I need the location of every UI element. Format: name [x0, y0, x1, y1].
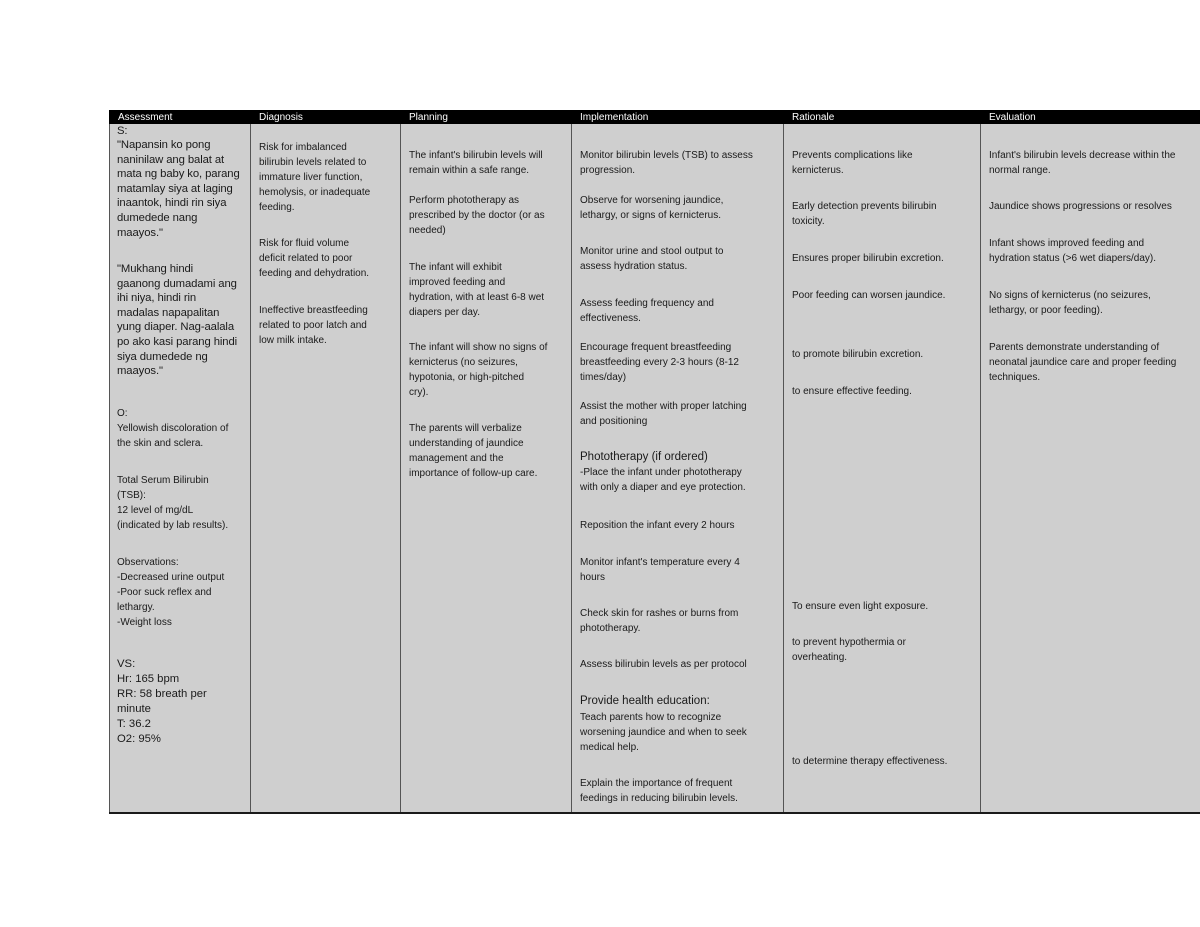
- text-line: to determine therapy effectiveness.: [792, 756, 948, 767]
- column-divider: [980, 124, 981, 812]
- text-line: yung diaper. Nag-aalala: [117, 321, 235, 334]
- text-line: minute: [117, 703, 151, 715]
- header-assessment: Assessment: [118, 112, 173, 123]
- implementation-8: [580, 518, 735, 533]
- rationale-2: [792, 199, 937, 229]
- text-line: po ako kasi parang hindi: [117, 335, 238, 348]
- text-line: prescribed by the doctor (or as: [409, 210, 545, 221]
- text-line: The infant will show no signs of: [409, 342, 548, 353]
- text-line: Jaundice shows progressions or resolves: [989, 201, 1172, 212]
- text-line: -Decreased urine output: [117, 572, 225, 583]
- text-line: The parents will verbalize: [409, 423, 522, 434]
- text-line: toxicity.: [792, 216, 825, 227]
- text-line: Monitor infant's temperature every 4: [580, 557, 740, 568]
- text-line: Check skin for rashes or burns from: [580, 608, 739, 619]
- implementation-12: [580, 710, 747, 755]
- text-line: kernicterus (no seizures,: [409, 357, 518, 368]
- planning-5: [409, 421, 537, 481]
- text-line: maayos.": [117, 226, 163, 239]
- implementation-1: [580, 148, 753, 178]
- text-line: neonatal jaundice care and proper feeding: [989, 357, 1177, 368]
- column-divider: [783, 124, 784, 812]
- text-line: 12 level of mg/dL: [117, 505, 194, 516]
- text-line: mata ng baby ko, parang: [117, 168, 240, 181]
- text-line: "Napansin ko pong: [117, 139, 211, 151]
- rationale-cell: [792, 124, 979, 812]
- text-line: "Mukhang hindi: [117, 263, 194, 275]
- text-line: naninilaw ang balat at: [117, 153, 225, 166]
- rationale-3: [792, 251, 944, 266]
- text-line: Risk for fluid volume: [259, 238, 350, 249]
- text-line: Ineffective breastfeeding: [259, 305, 368, 316]
- implementation-6: [580, 399, 747, 429]
- evaluation-5: [989, 340, 1176, 385]
- text-line: worsening jaundice and when to seek: [580, 727, 747, 738]
- text-line: Assess bilirubin levels as per protocol: [580, 659, 747, 670]
- rationale-6: [792, 384, 912, 399]
- text-line: Total Serum Bilirubin: [117, 475, 209, 486]
- implementation-cell: [580, 124, 782, 812]
- text-line: medical help.: [580, 742, 639, 753]
- evaluation-4: [989, 288, 1151, 318]
- implementation-7: [580, 465, 746, 495]
- text-line: breastfeeding every 2-3 hours (8-12: [580, 357, 739, 368]
- rationale-5: [792, 347, 923, 362]
- text-line: The infant will exhibit: [409, 262, 502, 273]
- text-line: hydration status (>6 wet diapers/day).: [989, 253, 1157, 264]
- planning-3: [409, 260, 544, 320]
- rationale-8: [792, 635, 906, 665]
- implementation-13: [580, 776, 738, 806]
- text-line: diapers per day.: [409, 307, 480, 318]
- subjective-quote-2: [117, 262, 237, 379]
- text-line: RR: 58 breath per: [117, 688, 207, 700]
- text-line: feeding.: [259, 202, 295, 213]
- header-rationale: Rationale: [792, 112, 835, 123]
- text-line: management and the: [409, 453, 504, 464]
- planning-2: [409, 193, 545, 238]
- text-line: deficit related to poor: [259, 253, 353, 264]
- tsb-result: [117, 473, 228, 533]
- implementation-2: [580, 193, 723, 223]
- text-line: To ensure even light exposure.: [792, 601, 929, 612]
- text-line: -Place the infant under phototherapy: [580, 467, 742, 478]
- text-line: Teach parents how to recognize: [580, 712, 722, 723]
- text-line: madalas napapalitan: [117, 306, 220, 319]
- care-plan-table: [109, 110, 1200, 814]
- text-line: bilirubin levels related to: [259, 157, 367, 168]
- text-line: Infant shows improved feeding and: [989, 238, 1145, 249]
- text-line: Perform phototherapy as: [409, 195, 520, 206]
- text-line: hemolysis, or inadequate: [259, 187, 371, 198]
- health-education-heading: Provide health education:: [580, 695, 710, 707]
- text-line: feeding and dehydration.: [259, 268, 370, 279]
- text-line: -Poor suck reflex and: [117, 587, 212, 598]
- text-line: dumedede nang: [117, 211, 198, 224]
- text-line: matamlay siya at laging: [117, 182, 233, 195]
- text-line: improved feeding and: [409, 277, 506, 288]
- text-line: (indicated by lab results).: [117, 520, 229, 531]
- text-line: Assess feeding frequency and: [580, 298, 714, 309]
- planning-1: [409, 148, 543, 178]
- text-line: -Weight loss: [117, 617, 172, 628]
- text-line: to ensure effective feeding.: [792, 386, 912, 397]
- text-line: low milk intake.: [259, 335, 327, 346]
- text-line: needed): [409, 225, 446, 236]
- evaluation-1: [989, 148, 1175, 178]
- text-line: hypotonia, or high-pitched: [409, 372, 525, 383]
- implementation-5: [580, 340, 739, 385]
- diagnosis-cell: [259, 124, 399, 812]
- text-line: importance of follow-up care.: [409, 468, 538, 479]
- objective-label: O:: [117, 408, 128, 419]
- vital-signs: [117, 657, 207, 747]
- table-header-row: [109, 110, 1200, 124]
- text-line: hydration, with at least 6-8 wet: [409, 292, 545, 303]
- evaluation-cell: [989, 124, 1200, 812]
- text-line: No signs of kernicterus (no seizures,: [989, 290, 1151, 301]
- implementation-9: [580, 555, 740, 585]
- text-line: times/day): [580, 372, 627, 383]
- rationale-4: [792, 288, 945, 303]
- text-line: Encourage frequent breastfeeding: [580, 342, 732, 353]
- rationale-1: [792, 148, 913, 178]
- text-line: (TSB):: [117, 490, 146, 501]
- text-line: inaantok, hindi rin siya: [117, 197, 227, 210]
- header-planning: Planning: [409, 112, 448, 123]
- text-line: Prevents complications like: [792, 150, 913, 161]
- text-line: understanding of jaundice: [409, 438, 524, 449]
- implementation-3: [580, 244, 723, 274]
- text-line: feedings in reducing bilirubin levels.: [580, 793, 738, 804]
- text-line: normal range.: [989, 165, 1051, 176]
- evaluation-2: [989, 199, 1172, 214]
- planning-cell: [409, 124, 570, 812]
- text-line: Poor feeding can worsen jaundice.: [792, 290, 946, 301]
- text-line: VS:: [117, 658, 136, 670]
- text-line: Monitor bilirubin levels (TSB) to assess: [580, 150, 753, 161]
- objective-text: [117, 421, 228, 451]
- diagnosis-2: [259, 236, 369, 281]
- column-divider: [400, 124, 401, 812]
- text-line: ihi niya, hindi rin: [117, 292, 197, 305]
- text-line: progression.: [580, 165, 636, 176]
- text-line: remain within a safe range.: [409, 165, 530, 176]
- text-line: assess hydration status.: [580, 261, 688, 272]
- text-line: Risk for imbalanced: [259, 142, 347, 153]
- text-line: Infant's bilirubin levels decrease within the: [989, 150, 1176, 161]
- column-divider: [109, 124, 110, 812]
- text-line: T: 36.2: [117, 718, 151, 730]
- text-line: Assist the mother with proper latching: [580, 401, 747, 412]
- text-line: techniques.: [989, 372, 1041, 383]
- text-line: phototherapy.: [580, 623, 641, 634]
- text-line: Yellowish discoloration of: [117, 423, 229, 434]
- text-line: lethargy.: [117, 602, 155, 613]
- observations-list: [117, 555, 224, 630]
- text-line: hours: [580, 572, 606, 583]
- text-line: Ensures proper bilirubin excretion.: [792, 253, 944, 264]
- subjective-label: S:: [117, 125, 128, 137]
- text-line: effectiveness.: [580, 313, 641, 324]
- text-line: gaanong dumadami ang: [117, 277, 237, 290]
- planning-4: [409, 340, 547, 400]
- text-line: Hr: 165 bpm: [117, 673, 180, 685]
- text-line: Early detection prevents bilirubin: [792, 201, 937, 212]
- column-divider: [250, 124, 251, 812]
- text-line: Observe for worsening jaundice,: [580, 195, 724, 206]
- text-line: kernicterus.: [792, 165, 844, 176]
- text-line: cry).: [409, 387, 429, 398]
- diagnosis-3: [259, 303, 368, 348]
- assessment-cell: [117, 124, 249, 812]
- text-line: immature liver function,: [259, 172, 363, 183]
- text-line: lethargy, or signs of kernicterus.: [580, 210, 721, 221]
- text-line: Monitor urine and stool output to: [580, 246, 724, 257]
- implementation-10: [580, 606, 738, 636]
- column-divider: [571, 124, 572, 812]
- text-line: to prevent hypothermia or: [792, 637, 906, 648]
- text-line: and positioning: [580, 416, 648, 427]
- text-line: with only a diaper and eye protection.: [580, 482, 746, 493]
- phototherapy-heading: Phototherapy (if ordered): [580, 451, 708, 463]
- subjective-quote-1: [117, 138, 240, 240]
- rationale-9: [792, 754, 947, 769]
- text-line: Reposition the infant every 2 hours: [580, 520, 735, 531]
- header-implementation: Implementation: [580, 112, 649, 123]
- implementation-11: [580, 657, 747, 672]
- rationale-7: [792, 599, 928, 614]
- text-line: The infant's bilirubin levels will: [409, 150, 543, 161]
- text-line: lethargy, or poor feeding).: [989, 305, 1103, 316]
- diagnosis-1: [259, 140, 370, 215]
- text-line: Explain the importance of frequent: [580, 778, 733, 789]
- text-line: overheating.: [792, 652, 848, 663]
- text-line: the skin and sclera.: [117, 438, 204, 449]
- text-line: to promote bilirubin excretion.: [792, 349, 924, 360]
- header-evaluation: Evaluation: [989, 112, 1036, 123]
- text-line: Parents demonstrate understanding of: [989, 342, 1160, 353]
- evaluation-3: [989, 236, 1156, 266]
- text-line: siya dumedede ng: [117, 350, 208, 363]
- implementation-4: [580, 296, 714, 326]
- text-line: maayos.": [117, 365, 163, 378]
- header-diagnosis: Diagnosis: [259, 112, 303, 123]
- text-line: Observations:: [117, 557, 179, 568]
- text-line: related to poor latch and: [259, 320, 367, 331]
- text-line: O2: 95%: [117, 733, 161, 745]
